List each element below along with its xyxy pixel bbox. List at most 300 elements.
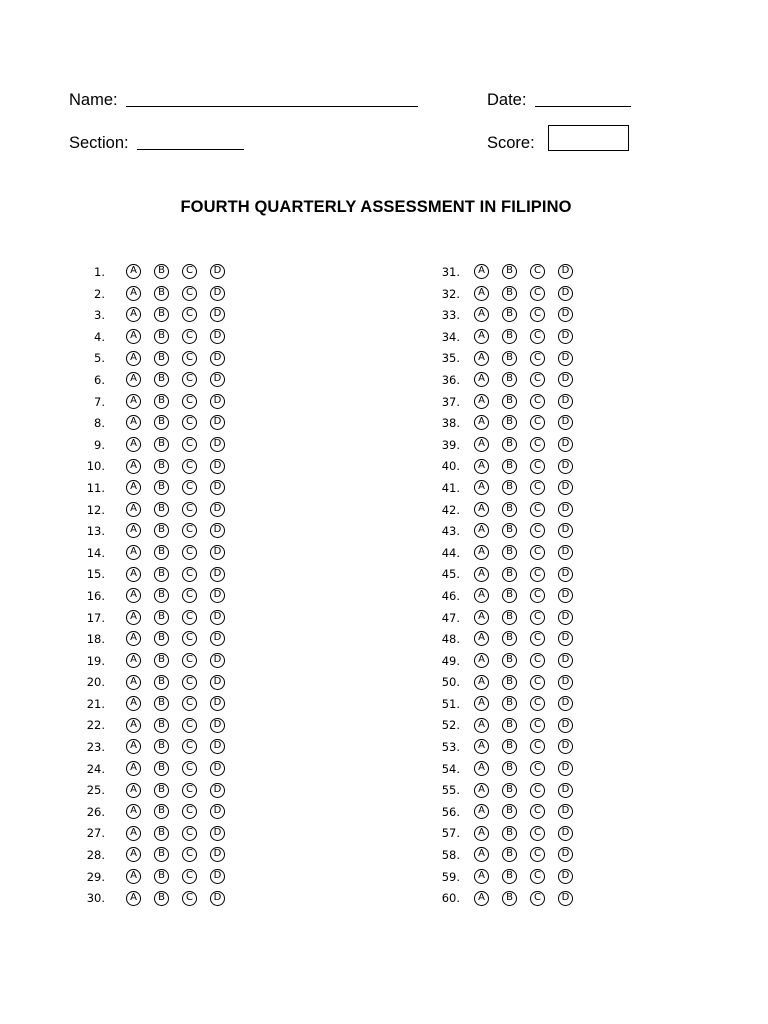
choice-bubble-b[interactable]: B [154, 502, 169, 517]
item-number: 12. [86, 502, 105, 517]
choice-bubble-a[interactable]: A [126, 847, 141, 862]
choice-bubble-b[interactable]: B [154, 351, 169, 366]
choice-bubble-a[interactable]: A [126, 329, 141, 344]
choice-bubble-a[interactable]: A [474, 588, 489, 603]
item-number: 44. [441, 545, 460, 560]
choice-bubble-b[interactable]: B [502, 653, 517, 668]
choice-bubble-d[interactable]: D [558, 739, 573, 754]
choice-bubble-b[interactable]: B [502, 415, 517, 430]
choice-bubble-b[interactable]: B [154, 545, 169, 560]
choice-bubble-b[interactable]: B [154, 523, 169, 538]
item-number: 45. [441, 567, 460, 582]
choice-bubble-c[interactable]: C [530, 372, 545, 387]
choice-bubble-b[interactable]: B [502, 718, 517, 733]
choice-bubble-a[interactable]: A [126, 307, 141, 322]
choice-bubble-c[interactable]: C [182, 286, 197, 301]
page-title: FOURTH QUARTERLY ASSESSMENT IN FILIPINO [180, 198, 572, 216]
item-number: 53. [441, 740, 460, 755]
choice-bubble-c[interactable]: C [182, 847, 197, 862]
choice-bubble-b[interactable]: B [154, 286, 169, 301]
choice-bubble-a[interactable]: A [126, 394, 141, 409]
item-number: 17. [86, 610, 105, 625]
item-number: 30. [86, 891, 105, 906]
choice-bubble-d[interactable]: D [558, 610, 573, 625]
choice-bubble-c[interactable]: C [530, 480, 545, 495]
choice-bubble-b[interactable]: B [154, 567, 169, 582]
choice-bubble-c[interactable]: C [182, 459, 197, 474]
choice-bubble-b[interactable]: B [154, 718, 169, 733]
choice-bubble-a[interactable]: A [126, 783, 141, 798]
item-number: 42. [441, 502, 460, 517]
item-number: 5. [94, 351, 105, 366]
choice-bubble-c[interactable]: C [182, 718, 197, 733]
choice-bubble-b[interactable]: B [502, 502, 517, 517]
choice-bubble-d[interactable]: D [210, 891, 225, 906]
choice-bubble-a[interactable]: A [126, 869, 141, 884]
choice-bubble-c[interactable]: C [530, 523, 545, 538]
choice-bubble-b[interactable]: B [154, 804, 169, 819]
choice-bubble-a[interactable]: A [126, 891, 141, 906]
choice-bubble-a[interactable]: A [474, 675, 489, 690]
choice-bubble-a[interactable]: A [126, 459, 141, 474]
choice-bubble-d[interactable]: D [558, 523, 573, 538]
item-number: 19. [86, 653, 105, 668]
choice-bubble-d[interactable]: D [210, 739, 225, 754]
choice-bubble-c[interactable]: C [530, 307, 545, 322]
choice-bubble-d[interactable]: D [210, 761, 225, 776]
item-number: 23. [86, 740, 105, 755]
choice-bubble-c[interactable]: C [182, 761, 197, 776]
choice-bubble-d[interactable]: D [558, 329, 573, 344]
choice-bubble-b[interactable]: B [154, 891, 169, 906]
item-number: 60. [441, 891, 460, 906]
item-number: 47. [441, 610, 460, 625]
choice-bubble-a[interactable]: A [474, 372, 489, 387]
choice-bubble-a[interactable]: A [474, 610, 489, 625]
choice-bubble-b[interactable]: B [154, 588, 169, 603]
choice-bubble-d[interactable]: D [210, 351, 225, 366]
choice-bubble-a[interactable]: A [474, 264, 489, 279]
choice-bubble-d[interactable]: D [558, 804, 573, 819]
item-number: 34. [441, 329, 460, 344]
choice-bubble-a[interactable]: A [474, 415, 489, 430]
choice-bubble-c[interactable]: C [530, 329, 545, 344]
date-label: Date: [487, 91, 527, 109]
choice-bubble-a[interactable]: A [474, 826, 489, 841]
choice-bubble-a[interactable]: A [126, 523, 141, 538]
choice-bubble-b[interactable]: B [154, 264, 169, 279]
choice-bubble-a[interactable]: A [474, 459, 489, 474]
item-number: 39. [441, 437, 460, 452]
item-number: 3. [94, 308, 105, 323]
choice-bubble-c[interactable]: C [530, 545, 545, 560]
choice-bubble-c[interactable]: C [530, 394, 545, 409]
choice-bubble-c[interactable]: C [530, 351, 545, 366]
choice-bubble-d[interactable]: D [210, 869, 225, 884]
choice-bubble-c[interactable]: C [182, 502, 197, 517]
choice-bubble-a[interactable]: A [474, 480, 489, 495]
item-number: 14. [86, 545, 105, 560]
choice-bubble-a[interactable]: A [126, 372, 141, 387]
choice-bubble-d[interactable]: D [210, 502, 225, 517]
choice-bubble-d[interactable]: D [558, 264, 573, 279]
item-number: 24. [86, 761, 105, 776]
choice-bubble-b[interactable]: B [502, 869, 517, 884]
choice-bubble-c[interactable]: C [182, 415, 197, 430]
choice-bubble-a[interactable]: A [474, 523, 489, 538]
choice-bubble-a[interactable]: A [474, 286, 489, 301]
choice-bubble-a[interactable]: A [474, 847, 489, 862]
choice-bubble-c[interactable]: C [182, 696, 197, 711]
choice-bubble-d[interactable]: D [210, 307, 225, 322]
section-label: Section: [69, 134, 129, 152]
choice-bubble-d[interactable]: D [558, 631, 573, 646]
choice-bubble-b[interactable]: B [502, 696, 517, 711]
choice-bubble-c[interactable]: C [182, 891, 197, 906]
item-number: 26. [86, 804, 105, 819]
item-number: 38. [441, 416, 460, 431]
choice-bubble-b[interactable]: B [502, 372, 517, 387]
choice-bubble-d[interactable]: D [558, 826, 573, 841]
choice-bubble-b[interactable]: B [154, 307, 169, 322]
choice-bubble-d[interactable]: D [210, 847, 225, 862]
choice-bubble-c[interactable]: C [530, 847, 545, 862]
choice-bubble-a[interactable]: A [126, 545, 141, 560]
choice-bubble-b[interactable]: B [502, 394, 517, 409]
choice-bubble-b[interactable]: B [502, 351, 517, 366]
choice-bubble-d[interactable]: D [558, 588, 573, 603]
choice-bubble-c[interactable]: C [182, 675, 197, 690]
choice-bubble-d[interactable]: D [558, 675, 573, 690]
item-number: 40. [441, 459, 460, 474]
item-number: 8. [94, 416, 105, 431]
choice-bubble-b[interactable]: B [502, 826, 517, 841]
choice-bubble-d[interactable]: D [558, 783, 573, 798]
choice-bubble-a[interactable]: A [126, 264, 141, 279]
choice-bubble-c[interactable]: C [530, 459, 545, 474]
choice-bubble-a[interactable]: A [126, 437, 141, 452]
item-number: 54. [441, 761, 460, 776]
choice-bubble-c[interactable]: C [182, 783, 197, 798]
choice-bubble-b[interactable]: B [502, 675, 517, 690]
choice-bubble-b[interactable]: B [154, 415, 169, 430]
choice-bubble-c[interactable]: C [182, 329, 197, 344]
item-number: 1. [94, 265, 105, 279]
choice-bubble-c[interactable]: C [182, 869, 197, 884]
choice-bubble-a[interactable]: A [474, 631, 489, 646]
item-number: 7. [94, 394, 105, 409]
score-label: Score: [487, 134, 535, 152]
choice-bubble-b[interactable]: B [154, 869, 169, 884]
choice-bubble-d[interactable]: D [210, 653, 225, 668]
choice-bubble-a[interactable]: A [474, 567, 489, 582]
choice-bubble-a[interactable]: A [126, 696, 141, 711]
name-label: Name: [69, 91, 118, 109]
choice-bubble-a[interactable]: A [474, 437, 489, 452]
choice-bubble-c[interactable]: C [530, 718, 545, 733]
choice-bubble-d[interactable]: D [558, 718, 573, 733]
choice-bubble-a[interactable]: A [126, 653, 141, 668]
choice-bubble-a[interactable]: A [126, 739, 141, 754]
choice-bubble-a[interactable]: A [474, 653, 489, 668]
choice-bubble-b[interactable]: B [502, 523, 517, 538]
choice-bubble-b[interactable]: B [502, 891, 517, 906]
choice-bubble-a[interactable]: A [474, 761, 489, 776]
choice-bubble-d[interactable]: D [210, 696, 225, 711]
choice-bubble-b[interactable]: B [502, 307, 517, 322]
item-number: 59. [441, 869, 460, 884]
choice-bubble-c[interactable]: C [530, 415, 545, 430]
item-number: 57. [441, 826, 460, 841]
item-number: 27. [86, 826, 105, 841]
choice-bubble-d[interactable]: D [210, 415, 225, 430]
choice-bubble-c[interactable]: C [530, 610, 545, 625]
choice-bubble-c[interactable]: C [530, 437, 545, 452]
choice-bubble-b[interactable]: B [502, 631, 517, 646]
choice-bubble-c[interactable]: C [530, 869, 545, 884]
choice-bubble-c[interactable]: C [530, 631, 545, 646]
choice-bubble-b[interactable]: B [154, 437, 169, 452]
choice-bubble-a[interactable]: A [126, 286, 141, 301]
choice-bubble-d[interactable]: D [558, 653, 573, 668]
choice-bubble-c[interactable]: C [530, 567, 545, 582]
choice-bubble-c[interactable]: C [182, 480, 197, 495]
choice-bubble-d[interactable]: D [210, 588, 225, 603]
choice-bubble-a[interactable]: A [126, 631, 141, 646]
choice-bubble-c[interactable]: C [182, 523, 197, 538]
item-number: 20. [86, 675, 105, 690]
choice-bubble-b[interactable]: B [154, 480, 169, 495]
item-number: 50. [441, 675, 460, 690]
choice-bubble-c[interactable]: C [182, 545, 197, 560]
choice-bubble-d[interactable]: D [210, 718, 225, 733]
choice-bubble-b[interactable]: B [502, 610, 517, 625]
choice-bubble-b[interactable]: B [154, 675, 169, 690]
choice-bubble-d[interactable]: D [210, 631, 225, 646]
choice-bubble-a[interactable]: A [474, 804, 489, 819]
choice-bubble-d[interactable]: D [210, 675, 225, 690]
choice-bubble-d[interactable]: D [558, 480, 573, 495]
choice-bubble-a[interactable]: A [474, 783, 489, 798]
choice-bubble-b[interactable]: B [154, 826, 169, 841]
choice-bubble-c[interactable]: C [182, 739, 197, 754]
choice-bubble-b[interactable]: B [154, 847, 169, 862]
item-number: 11. [86, 480, 105, 495]
choice-bubble-c[interactable]: C [530, 804, 545, 819]
choice-bubble-b[interactable]: B [502, 739, 517, 754]
choice-bubble-a[interactable]: A [474, 739, 489, 754]
choice-bubble-d[interactable]: D [210, 480, 225, 495]
name-blank-line[interactable] [126, 106, 418, 107]
choice-bubble-c[interactable]: C [182, 653, 197, 668]
choice-bubble-a[interactable]: A [474, 329, 489, 344]
choice-bubble-a[interactable]: A [126, 718, 141, 733]
choice-bubble-b[interactable]: B [502, 545, 517, 560]
choice-bubble-c[interactable]: C [182, 826, 197, 841]
choice-bubble-c[interactable]: C [530, 761, 545, 776]
item-number: 15. [86, 567, 105, 582]
item-number: 13. [86, 524, 105, 539]
choice-bubble-c[interactable]: C [530, 264, 545, 279]
choice-bubble-a[interactable]: A [126, 567, 141, 582]
choice-bubble-d[interactable]: D [210, 783, 225, 798]
choice-bubble-c[interactable]: C [182, 610, 197, 625]
choice-bubble-b[interactable]: B [502, 329, 517, 344]
choice-bubble-d[interactable]: D [210, 610, 225, 625]
choice-bubble-b[interactable]: B [154, 394, 169, 409]
choice-bubble-c[interactable]: C [182, 437, 197, 452]
choice-bubble-b[interactable]: B [154, 739, 169, 754]
choice-bubble-a[interactable]: A [474, 891, 489, 906]
choice-bubble-b[interactable]: B [502, 286, 517, 301]
choice-bubble-c[interactable]: C [182, 372, 197, 387]
choice-bubble-b[interactable]: B [502, 588, 517, 603]
choice-bubble-b[interactable]: B [502, 847, 517, 862]
choice-bubble-a[interactable]: A [474, 502, 489, 517]
choice-bubble-a[interactable]: A [126, 826, 141, 841]
choice-bubble-d[interactable]: D [558, 869, 573, 884]
choice-bubble-a[interactable]: A [126, 415, 141, 430]
choice-bubble-d[interactable]: D [558, 372, 573, 387]
choice-bubble-a[interactable]: A [126, 675, 141, 690]
choice-bubble-a[interactable]: A [474, 869, 489, 884]
choice-bubble-d[interactable]: D [558, 459, 573, 474]
choice-bubble-c[interactable]: C [182, 567, 197, 582]
item-number: 33. [441, 308, 460, 323]
choice-bubble-a[interactable]: A [474, 307, 489, 322]
choice-bubble-c[interactable]: C [530, 675, 545, 690]
choice-bubble-d[interactable]: D [558, 437, 573, 452]
choice-bubble-c[interactable]: C [530, 891, 545, 906]
choice-bubble-a[interactable]: A [474, 696, 489, 711]
choice-bubble-b[interactable]: B [502, 804, 517, 819]
choice-bubble-d[interactable]: D [558, 696, 573, 711]
choice-bubble-c[interactable]: C [530, 783, 545, 798]
choice-bubble-b[interactable]: B [154, 610, 169, 625]
choice-bubble-a[interactable]: A [126, 588, 141, 603]
choice-bubble-d[interactable]: D [210, 545, 225, 560]
score-box[interactable] [548, 125, 629, 151]
choice-bubble-c[interactable]: C [530, 502, 545, 517]
choice-bubble-b[interactable]: B [502, 437, 517, 452]
choice-bubble-d[interactable]: D [558, 502, 573, 517]
item-number: 52. [441, 718, 460, 733]
item-number: 18. [86, 632, 105, 647]
choice-bubble-d[interactable]: D [558, 286, 573, 301]
choice-bubble-c[interactable]: C [530, 826, 545, 841]
choice-bubble-d[interactable]: D [558, 394, 573, 409]
item-number: 2. [94, 286, 105, 301]
choice-bubble-c[interactable]: C [530, 286, 545, 301]
choice-bubble-b[interactable]: B [154, 783, 169, 798]
choice-bubble-d[interactable]: D [210, 372, 225, 387]
choice-bubble-c[interactable]: C [182, 351, 197, 366]
choice-bubble-d[interactable]: D [558, 567, 573, 582]
choice-bubble-c[interactable]: C [182, 631, 197, 646]
item-number: 29. [86, 869, 105, 884]
choice-bubble-b[interactable]: B [154, 329, 169, 344]
item-number: 58. [441, 848, 460, 863]
choice-bubble-b[interactable]: B [154, 372, 169, 387]
choice-bubble-a[interactable]: A [474, 351, 489, 366]
choice-bubble-d[interactable]: D [210, 459, 225, 474]
choice-bubble-c[interactable]: C [530, 588, 545, 603]
item-number: 55. [441, 783, 460, 798]
choice-bubble-d[interactable]: D [558, 351, 573, 366]
choice-bubble-b[interactable]: B [502, 459, 517, 474]
choice-bubble-d[interactable]: D [210, 286, 225, 301]
choice-bubble-d[interactable]: D [558, 891, 573, 906]
choice-bubble-c[interactable]: C [182, 307, 197, 322]
choice-bubble-b[interactable]: B [154, 761, 169, 776]
choice-bubble-b[interactable]: B [502, 567, 517, 582]
choice-bubble-c[interactable]: C [530, 739, 545, 754]
section-blank-line[interactable] [137, 149, 244, 150]
choice-bubble-d[interactable]: D [210, 264, 225, 279]
choice-bubble-d[interactable]: D [210, 523, 225, 538]
choice-bubble-b[interactable]: B [502, 783, 517, 798]
choice-bubble-c[interactable]: C [530, 653, 545, 668]
choice-bubble-c[interactable]: C [530, 696, 545, 711]
choice-bubble-d[interactable]: D [210, 567, 225, 582]
item-number: 16. [86, 588, 105, 603]
item-number: 4. [94, 329, 105, 344]
choice-bubble-d[interactable]: D [558, 415, 573, 430]
choice-bubble-a[interactable]: A [126, 480, 141, 495]
choice-bubble-c[interactable]: C [182, 264, 197, 279]
date-blank-line[interactable] [535, 106, 631, 107]
choice-bubble-b[interactable]: B [502, 480, 517, 495]
choice-bubble-d[interactable]: D [210, 437, 225, 452]
choice-bubble-b[interactable]: B [154, 653, 169, 668]
choice-bubble-d[interactable]: D [558, 307, 573, 322]
item-number: 35. [441, 351, 460, 366]
choice-bubble-a[interactable]: A [126, 761, 141, 776]
item-number: 21. [86, 696, 105, 711]
choice-bubble-c[interactable]: C [182, 394, 197, 409]
choice-bubble-c[interactable]: C [182, 804, 197, 819]
item-number: 37. [441, 394, 460, 409]
item-number: 49. [441, 653, 460, 668]
item-number: 48. [441, 632, 460, 647]
item-number: 32. [441, 286, 460, 301]
choice-bubble-a[interactable]: A [474, 394, 489, 409]
choice-bubble-d[interactable]: D [210, 804, 225, 819]
choice-bubble-a[interactable]: A [126, 610, 141, 625]
item-number: 9. [94, 437, 105, 452]
choice-bubble-d[interactable]: D [558, 847, 573, 862]
choice-bubble-d[interactable]: D [558, 545, 573, 560]
choice-bubble-d[interactable]: D [210, 826, 225, 841]
item-number: 36. [441, 372, 460, 387]
choice-bubble-a[interactable]: A [126, 804, 141, 819]
choice-bubble-c[interactable]: C [182, 588, 197, 603]
choice-bubble-b[interactable]: B [502, 264, 517, 279]
item-number: 22. [86, 718, 105, 733]
choice-bubble-d[interactable]: D [210, 394, 225, 409]
choice-bubble-a[interactable]: A [474, 718, 489, 733]
choice-bubble-a[interactable]: A [474, 545, 489, 560]
item-number: 41. [441, 480, 460, 495]
choice-bubble-a[interactable]: A [126, 502, 141, 517]
choice-bubble-d[interactable]: D [210, 329, 225, 344]
choice-bubble-b[interactable]: B [154, 459, 169, 474]
choice-bubble-b[interactable]: B [502, 761, 517, 776]
choice-bubble-b[interactable]: B [154, 631, 169, 646]
choice-bubble-b[interactable]: B [154, 696, 169, 711]
choice-bubble-a[interactable]: A [126, 351, 141, 366]
choice-bubble-d[interactable]: D [558, 761, 573, 776]
